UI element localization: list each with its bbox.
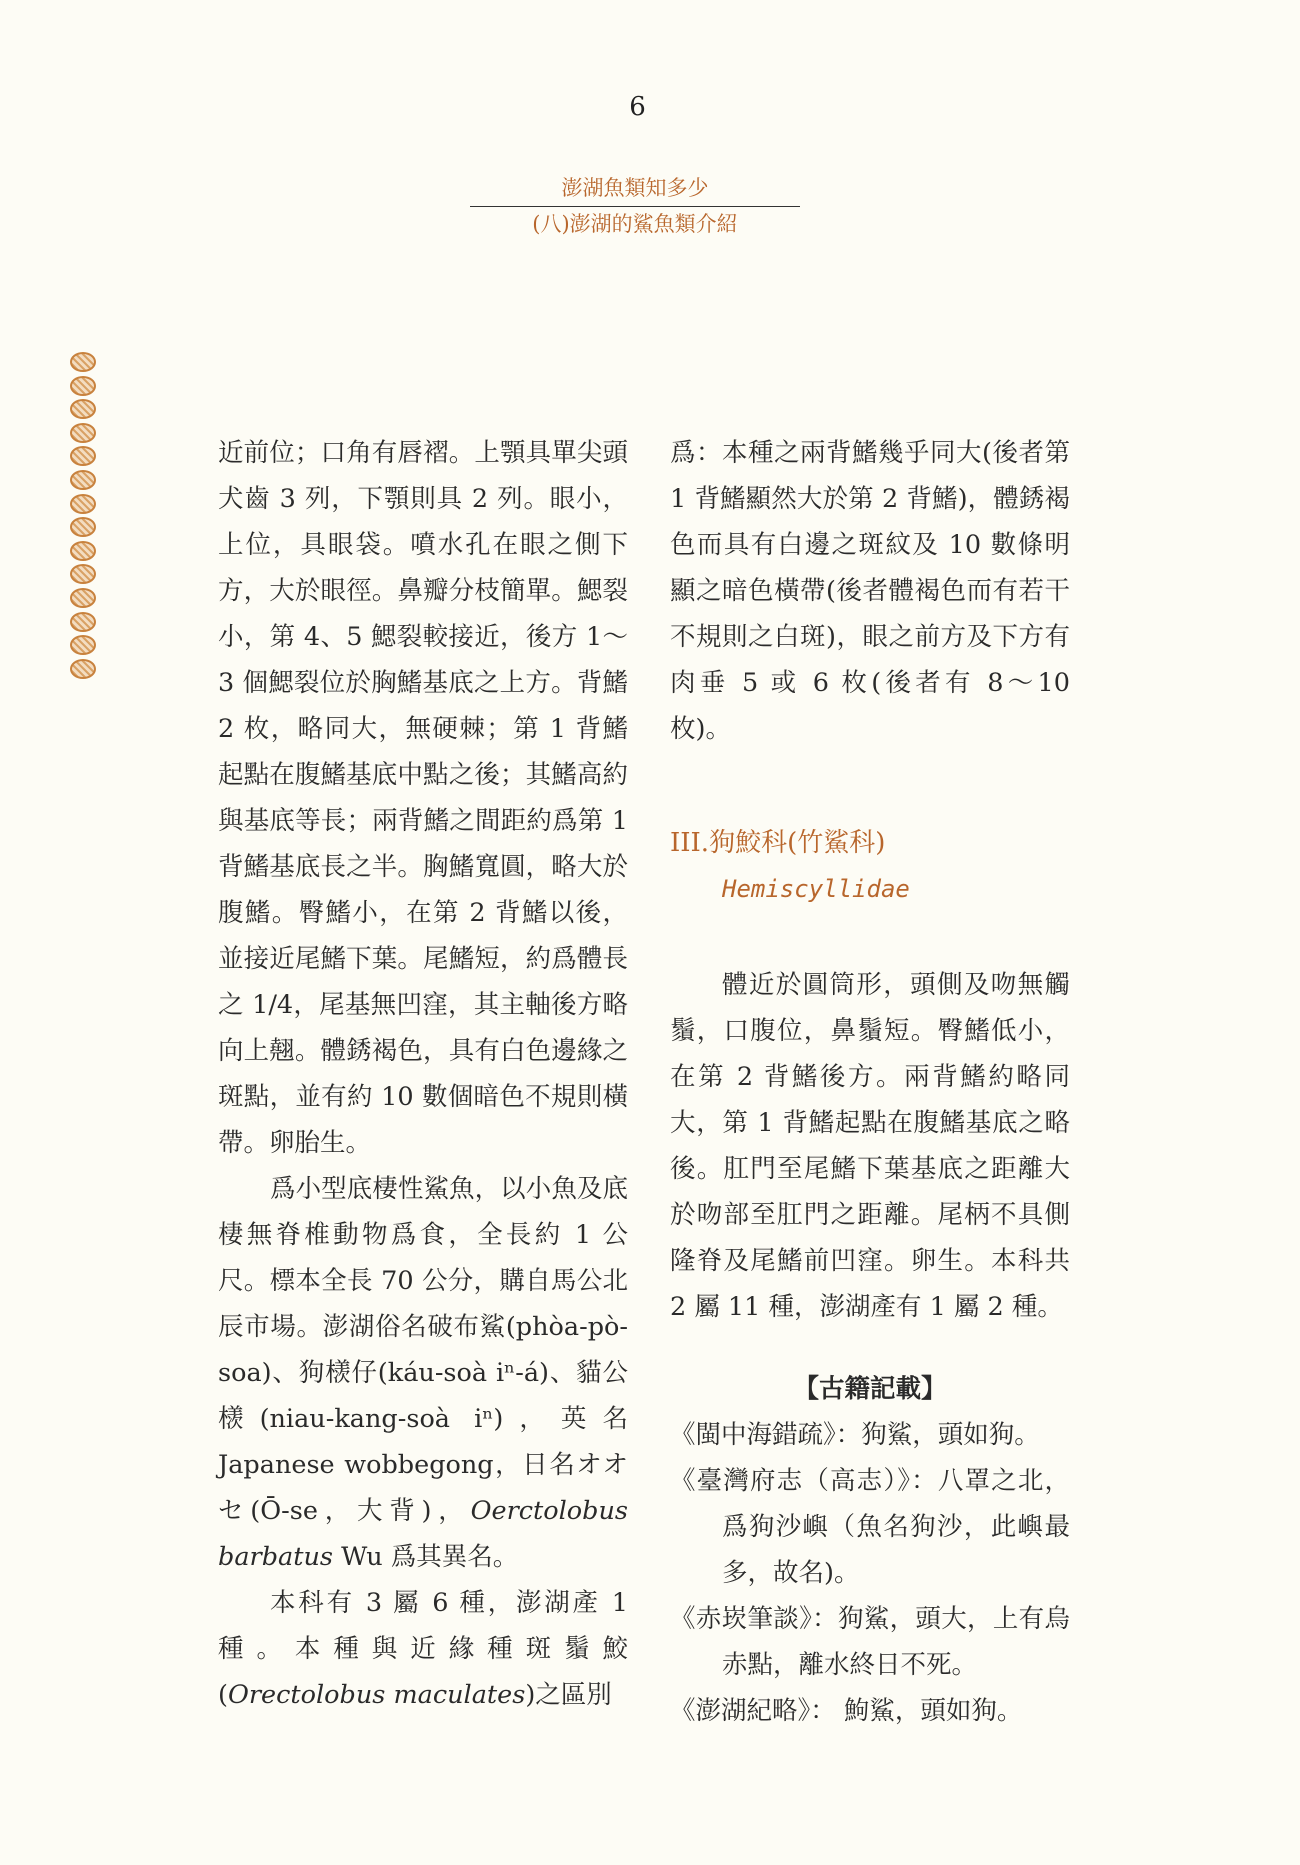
ornament-icon: [70, 564, 96, 584]
ornament-icon: [70, 446, 96, 466]
ornament-icon: [70, 470, 96, 490]
ecology-paragraph: [218, 1166, 628, 1580]
ornament-icon: [70, 352, 96, 372]
header-book-title: 澎湖魚類知多少: [561, 176, 709, 200]
description-paragraph: 近前位；口角有唇褶。上顎具單尖頭犬齒 3 列，下顎則具 2 列。眼小，上位，具眼袋。噴水孔在眼之側下方，大於眼徑。鼻瓣分枝簡單。鰓裂小，第 4、5 鰓裂較接近，後方 1～3 個鰓裂位於胸鰭基底之上方。背鰭 2 枚，略同大，無硬棘；第 1 背鰭起點在腹鰭基底中點之後；其鰭高約與基底等長；兩背鰭之間距約爲第 1 背鰭基底長之半。胸鰭寬圓，略大於腹鰭。臀鰭小，在第 2 背鰭以後，並接近尾鰭下葉。尾鰭短，約爲體長之 1/4，尾基無凹窪，其主軸後方略向上翹。體銹褐色，具有白色邊緣之斑點，並有約 10 數個暗色不規則橫帶。卵胎生。: [218, 438, 628, 1158]
ornament-icon: [70, 376, 96, 396]
family-heading: III.狗鮫科(竹鯊科): [670, 828, 886, 858]
historical-record: 《赤崁筆談》：狗鯊，頭大，上有烏赤點，離水終日不死。: [670, 1604, 1070, 1680]
historical-records-heading: 【古籍記載】: [793, 1374, 947, 1404]
related-species-latin-name: Orectolobus maculates: [227, 1680, 526, 1710]
ornament-icon: [70, 423, 96, 443]
ornament-icon: [70, 517, 96, 537]
historical-record: 《澎湖紀略》： 鮈鯊，頭如狗。: [670, 1696, 1023, 1726]
ornament-icon: [70, 541, 96, 561]
header-chapter-title: (八)澎湖的鯊魚類介紹: [532, 212, 738, 236]
historical-record: 《臺灣府志（高志）》：八罩之北，爲狗沙嶼（魚名狗沙，此嶼最多，故名)。: [670, 1466, 1070, 1588]
family-latin-name: Hemiscyllidae: [722, 875, 910, 903]
ornament-icon: [70, 588, 96, 608]
header-divider: [470, 206, 800, 207]
running-header: [470, 172, 800, 240]
ecology-text-tail: Wu 爲其異名。: [333, 1542, 519, 1572]
decorative-margin-ornaments: [70, 352, 104, 682]
ornament-icon: [70, 659, 96, 679]
right-column: [670, 430, 1070, 1734]
ecology-text: 爲小型底棲性鯊魚，以小魚及底棲無脊椎動物爲食，全長約 1 公尺。標本全長 70 公分，購自馬公北辰市場。澎湖俗名破布鯊(phòa-pò-soa)、狗檨仔(káu-soà iⁿ-á)、貓公檨(niau-kang-soà iⁿ)，英名 Japanese wobbegong，日名オオセ(Ō-se，大背)，: [218, 1174, 628, 1526]
page-number: 6: [629, 92, 646, 122]
left-column: [218, 430, 628, 1718]
ornament-icon: [70, 612, 96, 632]
historical-record: 《閩中海錯疏》：狗鯊，頭如狗。: [670, 1420, 1040, 1450]
ornament-icon: [70, 635, 96, 655]
synonym-latin-name: Oerctolobus barbatus: [218, 1496, 628, 1572]
comparison-paragraph: [218, 1580, 628, 1718]
comparison-text-tail: )之區別: [525, 1680, 612, 1710]
ornament-icon: [70, 494, 96, 514]
comparison-text: 本科有 3 屬 6 種，澎湖產 1 種。本種與近緣種斑鬚鮫(: [218, 1588, 628, 1710]
comparison-continued-paragraph: 爲：本種之兩背鰭幾乎同大(後者第 1 背鰭顯然大於第 2 背鰭)，體銹褐色而具有白邊之斑紋及 10 數條明顯之暗色橫帶(後者體褐色而有若干不規則之白斑)，眼之前方及下方有肉垂 5 或 6 枚(後者有 8～10 枚)。: [670, 438, 1070, 744]
family-description-paragraph: 體近於圓筒形，頭側及吻無觸鬚，口腹位，鼻鬚短。臀鰭低小，在第 2 背鰭後方。兩背鰭約略同大，第 1 背鰭起點在腹鰭基底之略後。肛門至尾鰭下葉基底之距離大於吻部至肛門之距離。尾柄不具側隆脊及尾鰭前凹窪。卵生。本科共 2 屬 11 種，澎湖產有 1 屬 2 種。: [670, 970, 1070, 1322]
ornament-icon: [70, 399, 96, 419]
